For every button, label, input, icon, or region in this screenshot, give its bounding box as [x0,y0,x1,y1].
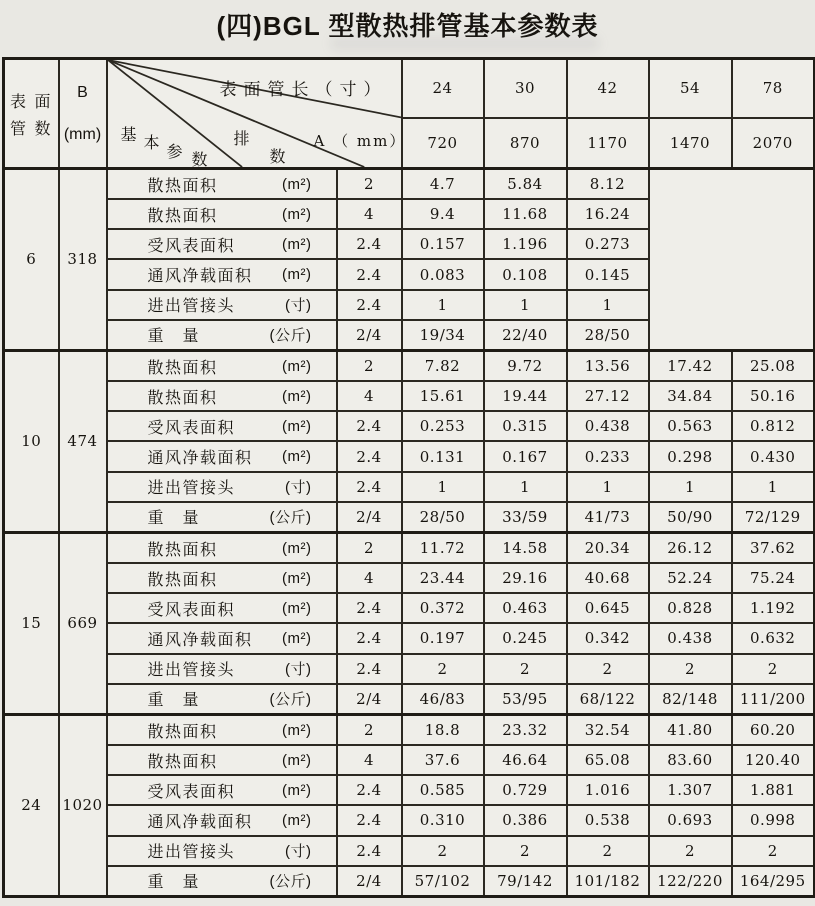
value-cell: 122/220 [649,866,732,897]
value-cell: 32.54 [567,714,649,745]
param-label-cell: 散热面积 (m²) [107,199,337,229]
param-label-cell: 散热面积 (m²) [107,714,337,745]
basic-params-char3: 参 [166,144,184,161]
value-cell: 23.32 [484,714,567,745]
tube-count-cell: 10 [4,350,59,532]
row-count-cell: 2.4 [337,259,402,289]
value-cell: 41/73 [567,502,649,533]
value-cell: 0.298 [649,441,732,471]
b-value-cell: 669 [59,532,107,714]
value-cell: 0.197 [402,623,484,653]
value-cell: 0.438 [649,623,732,653]
value-cell: 0.157 [402,229,484,259]
value-cell: 9.72 [484,350,567,381]
tube-count-cell: 24 [4,714,59,896]
value-cell: 0.998 [732,805,815,835]
value-cell: 22/40 [484,320,567,351]
header-b-mm [59,59,107,169]
value-cell: 37.6 [402,745,484,775]
value-cell: 2 [402,836,484,866]
value-cell: 19.44 [484,381,567,411]
value-cell: 72/129 [732,502,815,533]
value-cell: 37.62 [732,532,815,563]
header-tube-length-42: 42 [567,59,649,118]
row-count-cell: 2.4 [337,441,402,471]
value-cell: 0.145 [567,259,649,289]
param-label-cell: 散热面积 (m²) [107,381,337,411]
param-label-cell: 进出管接头 (寸) [107,472,337,502]
param-label-cell: 散热面积 (m²) [107,350,337,381]
value-cell: 9.4 [402,199,484,229]
a-mm-label: A （ mm） [313,132,407,150]
param-label-cell: 受风表面积 (m²) [107,411,337,441]
row-count-cell: 2.4 [337,805,402,835]
value-cell: 0.438 [567,411,649,441]
parameters-table [2,57,815,898]
row-count-cell: 4 [337,563,402,593]
value-cell: 0.342 [567,623,649,653]
param-label-cell: 重 量 (公斤) [107,684,337,715]
value-cell: 0.386 [484,805,567,835]
header-surface-tube-count-line2: 管 数 [10,120,53,138]
header-tube-length-24: 24 [402,59,484,118]
value-cell: 2 [567,654,649,684]
value-cell: 65.08 [567,745,649,775]
value-cell: 11.68 [484,199,567,229]
value-cell: 28/50 [567,320,649,351]
header-tube-length-54: 54 [649,59,732,118]
value-cell: 79/142 [484,866,567,897]
value-cell: 1 [402,472,484,502]
param-label-cell: 散热面积 (m²) [107,745,337,775]
header-diagonal-cell [107,59,407,169]
value-cell: 18.8 [402,714,484,745]
value-cell: 11.72 [402,532,484,563]
basic-params-char2: 本 [143,135,161,152]
value-cell: 0.463 [484,593,567,623]
value-cell: 1 [402,290,484,320]
param-label-cell: 受风表面积 (m²) [107,229,337,259]
value-cell: 25.08 [732,350,815,381]
value-cell: 2 [567,836,649,866]
value-cell: 52.24 [649,563,732,593]
row-count-cell: 2.4 [337,593,402,623]
value-cell: 41.80 [649,714,732,745]
value-cell: 40.68 [567,563,649,593]
value-cell: 1 [649,472,732,502]
value-cell: 0.430 [732,441,815,471]
value-cell: 50/90 [649,502,732,533]
row-count-cell: 2 [337,714,402,745]
value-cell: 50.16 [732,381,815,411]
header-a-870: 870 [484,118,567,169]
value-cell: 82/148 [649,684,732,715]
row-count-cell: 2.4 [337,836,402,866]
value-cell: 23.44 [402,563,484,593]
param-label-cell: 通风净载面积 (m²) [107,441,337,471]
value-cell: 14.58 [484,532,567,563]
row-count-cell: 2/4 [337,320,402,351]
value-cell: 13.56 [567,350,649,381]
value-cell: 1 [484,472,567,502]
value-cell: 57/102 [402,866,484,897]
row-count-label-char2: 数 [269,149,287,166]
tube-count-cell: 15 [4,532,59,714]
row-count-cell: 2 [337,350,402,381]
param-label-cell: 散热面积 (m²) [107,169,337,200]
value-cell: 0.131 [402,441,484,471]
header-surface-tube-count-line1: 表 面 [10,93,53,111]
row-count-cell: 2/4 [337,866,402,897]
value-cell: 0.245 [484,623,567,653]
value-cell: 33/59 [484,502,567,533]
row-count-cell: 2.4 [337,290,402,320]
value-cell: 0.083 [402,259,484,289]
value-cell: 46.64 [484,745,567,775]
row-count-cell: 2/4 [337,684,402,715]
value-cell: 1 [567,290,649,320]
value-cell: 0.315 [484,411,567,441]
param-label-cell: 散热面积 (m²) [107,532,337,563]
value-cell: 8.12 [567,169,649,200]
empty-region-cell [649,169,815,351]
param-label-cell: 受风表面积 (m²) [107,775,337,805]
value-cell: 0.310 [402,805,484,835]
value-cell: 0.273 [567,229,649,259]
value-cell: 0.585 [402,775,484,805]
value-cell: 28/50 [402,502,484,533]
tube-count-cell: 6 [4,169,59,351]
value-cell: 2 [649,654,732,684]
value-cell: 27.12 [567,381,649,411]
value-cell: 120.40 [732,745,815,775]
param-label-cell: 进出管接头 (寸) [107,654,337,684]
header-a-2070: 2070 [732,118,815,169]
value-cell: 0.812 [732,411,815,441]
value-cell: 34.84 [649,381,732,411]
value-cell: 0.693 [649,805,732,835]
value-cell: 0.372 [402,593,484,623]
value-cell: 1 [732,472,815,502]
tube-length-label: 表面管长（寸） [219,80,388,99]
value-cell: 2 [732,836,815,866]
header-surface-tube-count [4,59,59,169]
param-label-cell: 进出管接头 (寸) [107,836,337,866]
header-b-unit: (mm) [63,125,102,143]
param-label-cell: 通风净载面积 (m²) [107,623,337,653]
value-cell: 2 [402,654,484,684]
value-cell: 2 [484,836,567,866]
row-count-cell: 2.4 [337,472,402,502]
value-cell: 53/95 [484,684,567,715]
value-cell: 46/83 [402,684,484,715]
row-count-cell: 2 [337,532,402,563]
value-cell: 20.34 [567,532,649,563]
row-count-cell: 4 [337,381,402,411]
row-count-cell: 2.4 [337,623,402,653]
value-cell: 0.167 [484,441,567,471]
value-cell: 0.253 [402,411,484,441]
value-cell: 0.563 [649,411,732,441]
value-cell: 29.16 [484,563,567,593]
param-label-cell: 受风表面积 (m²) [107,593,337,623]
value-cell: 1.307 [649,775,732,805]
value-cell: 4.7 [402,169,484,200]
row-count-cell: 2/4 [337,502,402,533]
value-cell: 1 [567,472,649,502]
value-cell: 1.192 [732,593,815,623]
header-tube-length-78: 78 [732,59,815,118]
value-cell: 17.42 [649,350,732,381]
basic-params-char4: 数 [191,152,209,169]
page-title: (四)BGL 型散热排管基本参数表 [216,11,599,41]
row-count-cell: 2.4 [337,775,402,805]
param-label-cell: 重 量 (公斤) [107,320,337,351]
param-label-cell: 进出管接头 (寸) [107,290,337,320]
value-cell: 111/200 [732,684,815,715]
value-cell: 7.82 [402,350,484,381]
value-cell: 0.233 [567,441,649,471]
value-cell: 2 [649,836,732,866]
value-cell: 0.632 [732,623,815,653]
header-a-1470: 1470 [649,118,732,169]
value-cell: 15.61 [402,381,484,411]
value-cell: 83.60 [649,745,732,775]
b-value-cell: 318 [59,169,107,351]
value-cell: 0.108 [484,259,567,289]
value-cell: 0.828 [649,593,732,623]
param-label-cell: 散热面积 (m²) [107,563,337,593]
header-tube-length-30: 30 [484,59,567,118]
value-cell: 16.24 [567,199,649,229]
value-cell: 2 [732,654,815,684]
param-label-cell: 重 量 (公斤) [107,502,337,533]
value-cell: 2 [484,654,567,684]
row-count-label-char1: 排 [233,131,251,148]
header-b-letter: B [77,83,88,101]
value-cell: 68/122 [567,684,649,715]
param-label-cell: 通风净载面积 (m²) [107,259,337,289]
value-cell: 1.196 [484,229,567,259]
value-cell: 0.645 [567,593,649,623]
value-cell: 0.538 [567,805,649,835]
value-cell: 5.84 [484,169,567,200]
value-cell: 75.24 [732,563,815,593]
header-a-1170: 1170 [567,118,649,169]
value-cell: 164/295 [732,866,815,897]
row-count-cell: 4 [337,199,402,229]
value-cell: 1 [484,290,567,320]
row-count-cell: 2.4 [337,654,402,684]
param-label-cell: 重 量 (公斤) [107,866,337,897]
value-cell: 60.20 [732,714,815,745]
param-label-cell: 通风净载面积 (m²) [107,805,337,835]
value-cell: 26.12 [649,532,732,563]
row-count-cell: 2 [337,169,402,200]
row-count-cell: 2.4 [337,229,402,259]
value-cell: 101/182 [567,866,649,897]
value-cell: 1.881 [732,775,815,805]
row-count-cell: 4 [337,745,402,775]
value-cell: 0.729 [484,775,567,805]
header-a-720: 720 [402,118,484,169]
value-cell: 19/34 [402,320,484,351]
b-value-cell: 1020 [59,714,107,896]
b-value-cell: 474 [59,350,107,532]
value-cell: 1.016 [567,775,649,805]
row-count-cell: 2.4 [337,411,402,441]
basic-params-char1: 基 [120,127,138,144]
